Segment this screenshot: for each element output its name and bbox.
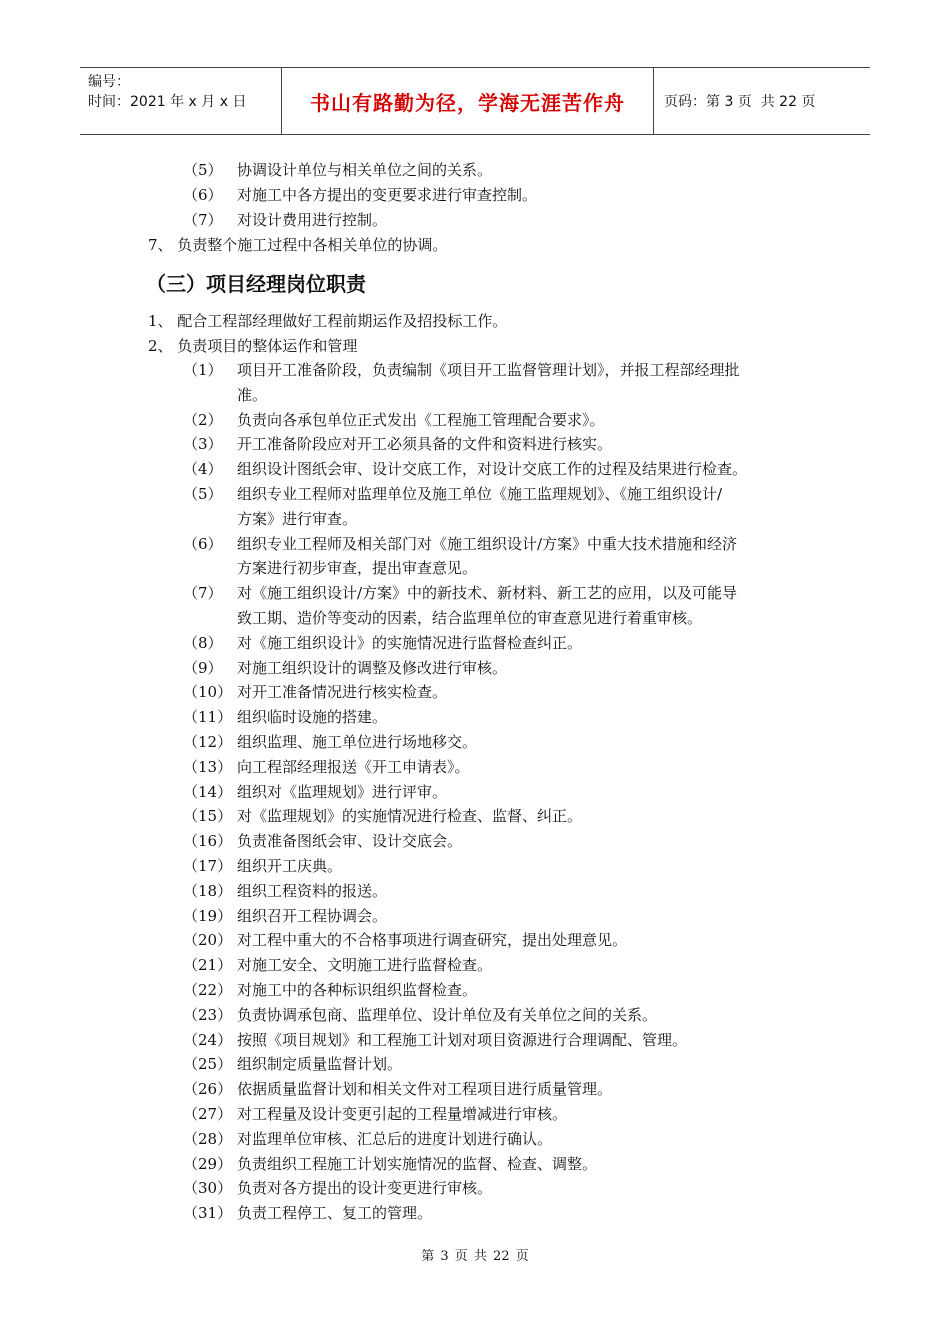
item-number: （14）: [183, 782, 233, 801]
item-text: 对工程中重大的不合格事项进行调查研究，提出处理意见。: [237, 931, 628, 950]
item-text: 协调设计单位与相关单位之间的关系。: [237, 161, 493, 179]
item-text: 对监理单位审核、汇总后的进度计划进行确认。: [237, 1129, 553, 1148]
item-text: 依据质量监督计划和相关文件对工程项目进行质量管理。: [237, 1080, 613, 1099]
item-text: 对《监理规划》的实施情况进行检查、监督、纠正。: [237, 807, 583, 826]
top-level-item-1: 1、 配合工程部经理做好工程前期运作及招投标工作。: [148, 312, 508, 330]
item-number: （8）: [183, 633, 223, 652]
item-number: （28）: [183, 1129, 233, 1148]
item-text: 组织监理、施工单位进行场地移交。: [237, 733, 478, 751]
item-text: 组织对《监理规划》进行评审。: [237, 782, 448, 801]
item-number: （26）: [183, 1080, 233, 1099]
page-header: [80, 67, 870, 135]
item-number: （11）: [183, 708, 233, 727]
document-number-label: 编号：: [88, 74, 130, 90]
section-title: （三）项目经理岗位职责: [146, 272, 366, 296]
item-text: 开工准备阶段应对开工必须具备的文件和资料进行核实。: [237, 435, 613, 454]
item-number: （18）: [183, 881, 233, 900]
item-text: 对设计费用进行控制。: [237, 211, 388, 229]
document-date: 时间：2021 年 x 月 x 日: [88, 94, 247, 110]
item-number: （9）: [183, 658, 223, 677]
item-text: 方案进行初步审查，提出审查意见。: [237, 559, 478, 578]
item-text: 对《施工组织设计/方案》中的新技术、新材料、新工艺的应用，以及可能导: [237, 584, 738, 603]
page-footer: 第 3 页 共 22 页: [421, 1249, 529, 1264]
item-number: （6）: [183, 534, 223, 553]
item-number: （10）: [183, 683, 233, 702]
item-number: （2）: [183, 410, 223, 429]
item-text: 对施工中的各种标识组织监督检查。: [237, 981, 478, 999]
item-number: （27）: [183, 1105, 233, 1123]
item-text: 组织专业工程师及相关部门对《施工组织设计/方案》中重大技术措施和经济: [237, 534, 738, 553]
item-number: （7）: [183, 584, 223, 603]
item-number: （16）: [183, 832, 233, 851]
item-text: 组织临时设施的搭建。: [237, 708, 388, 727]
item-number: （13）: [183, 757, 233, 776]
item-text: 组织工程资料的报送。: [237, 881, 388, 900]
item-number: （1）: [183, 361, 223, 379]
item-text: 组织设计图纸会审、设计交底工作，对设计交底工作的过程及结果进行检查。: [237, 460, 748, 479]
item-text: 按照《项目规划》和工程施工计划对项目资源进行合理调配、管理。: [237, 1030, 688, 1049]
item-number: （29）: [183, 1154, 233, 1173]
item-text: 向工程部经理报送《开工申请表》。: [237, 757, 470, 776]
item-number: （30）: [183, 1179, 233, 1198]
item-number: （5）: [183, 161, 223, 179]
item-text: 对施工组织设计的调整及修改进行审核。: [237, 658, 508, 677]
item-text: 准。: [237, 385, 268, 404]
item-text: 组织召开工程协调会。: [237, 906, 388, 925]
item-text: 项目开工准备阶段，负责编制《项目开工监督管理计划》，并报工程部经理批: [237, 361, 740, 379]
header-left-cell: [80, 68, 282, 134]
item-text: 组织专业工程师对监理单位及施工单位《施工监理规划》、《施工组织设计/: [237, 485, 723, 503]
header-motto-cell: [282, 68, 654, 134]
item-text: 方案》进行审查。: [237, 509, 358, 528]
item-text: 组织开工庆典。: [237, 857, 343, 875]
item-text: 负责准备图纸会审、设计交底会。: [237, 832, 463, 851]
top-level-item-7: 7、 负责整个施工过程中各相关单位的协调。: [148, 236, 448, 254]
item-text: 负责工程停工、复工的管理。: [237, 1204, 433, 1223]
item-number: （3）: [183, 435, 223, 454]
item-number: （23）: [183, 1005, 233, 1024]
item-number: （21）: [183, 956, 233, 975]
item-text: 对工程量及设计变更引起的工程量增减进行审核。: [237, 1105, 568, 1123]
item-number: （24）: [183, 1030, 233, 1049]
item-number: （25）: [183, 1055, 233, 1074]
item-number: （7）: [183, 211, 223, 229]
item-number: （6）: [183, 186, 223, 204]
item-text: 致工期、造价等变动的因素，结合监理单位的审查意见进行着重审核。: [237, 609, 703, 627]
item-text: 对《施工组织设计》的实施情况进行监督检查纠正。: [237, 633, 583, 652]
header-page-cell: [654, 68, 870, 134]
item-text: 组织制定质量监督计划。: [237, 1055, 403, 1074]
item-number: （17）: [183, 857, 233, 875]
item-number: （15）: [183, 807, 233, 826]
top-level-item-2: 2、 负责项目的整体运作和管理: [148, 337, 358, 355]
item-text: 对施工安全、文明施工进行监督检查。: [237, 956, 493, 975]
item-text: 对施工中各方提出的变更要求进行审查控制。: [237, 186, 538, 204]
item-text: 负责组织工程施工计划实施情况的监督、检查、调整。: [237, 1154, 598, 1173]
item-number: （5）: [183, 485, 223, 503]
item-text: 负责对各方提出的设计变更进行审核。: [237, 1179, 493, 1198]
item-text: 负责向各承包单位正式发出《工程施工管理配合要求》。: [237, 410, 605, 429]
item-number: （19）: [183, 906, 233, 925]
item-number: （12）: [183, 733, 233, 751]
item-number: （22）: [183, 981, 233, 999]
header-page-info: 页码：第 3 页 共 22 页: [664, 94, 816, 110]
header-motto: 书山有路勤为径，学海无涯苦作舟: [310, 90, 625, 115]
item-number: （20）: [183, 931, 233, 950]
item-text: 负责协调承包商、监理单位、设计单位及有关单位之间的关系。: [237, 1005, 658, 1024]
item-number: （31）: [183, 1204, 233, 1223]
item-text: 对开工准备情况进行核实检查。: [237, 683, 448, 702]
item-number: （4）: [183, 460, 223, 479]
